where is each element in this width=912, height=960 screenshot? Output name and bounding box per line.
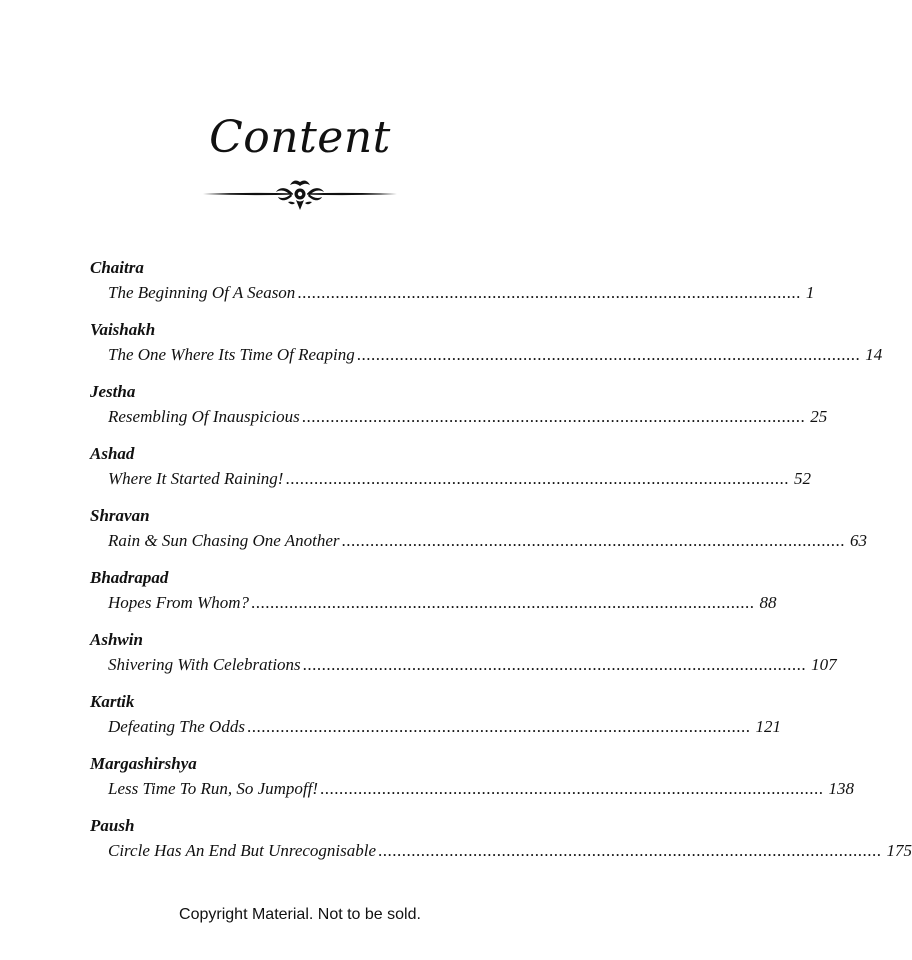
dot-leader: .......................................................................................................... [378,841,882,860]
dot-leader: .......................................................................................................... [320,779,824,798]
chapter-name: Chaitra [90,258,144,277]
toc-entry-ashad [90,442,811,504]
page-number: 138 [828,779,855,798]
chapter-name: Shravan [90,506,150,525]
chapter-title: Rain & Sun Chasing One Another [108,531,340,550]
page-number: 63 [850,531,868,550]
toc-entry-bhadrapad [90,566,777,628]
chapter-name: Jestha [90,382,136,401]
chapter-title: The Beginning Of A Season [108,283,296,302]
chapter-title: Where It Started Raining! [108,469,284,488]
chapter-title: The One Where Its Time Of Reaping [108,345,355,364]
page-number: 107 [811,655,837,674]
chapter-title: Resembling Of Inauspicious [108,407,300,426]
chapter-name: Bhadrapad [90,568,169,587]
copyright-notice: Copyright Material. Not to be sold. [179,906,421,923]
toc-line [108,342,883,368]
dot-leader: .......................................................................................................... [341,531,846,550]
dot-leader: .......................................................................................................... [251,593,755,612]
chapter-title: Hopes From Whom? [108,593,250,612]
toc-entry-ashwin [90,628,837,690]
chapter-name: Ashwin [90,630,143,649]
toc-entry-vaishakh [90,318,883,380]
table-of-contents [90,256,912,876]
page-number: 1 [805,283,815,302]
dot-leader: .......................................................................................................... [302,655,807,674]
toc-entry-shravan [90,504,868,566]
toc-line [108,776,855,802]
page-number: 25 [810,407,828,426]
toc-line [108,466,811,492]
chapter-title: Circle Has An End But Unrecognisable [108,841,377,860]
page-number: 14 [865,345,883,364]
toc-entry-margashirshya [90,752,855,814]
toc-entry-chaitra [90,256,815,318]
toc-entry-jestha [90,380,828,442]
page-number: 175 [886,841,912,860]
chapter-title: Shivering With Celebrations [108,655,301,674]
chapter-name: Ashad [90,444,135,463]
chapter-name: Kartik [90,692,135,711]
page-number: 52 [793,469,811,488]
chapter-title: Less Time To Run, So Jumpoff! [108,779,319,798]
dot-leader: .......................................................................................................... [246,717,751,736]
chapter-name: Paush [90,816,135,835]
toc-entry-kartik [90,690,781,752]
dot-leader: .......................................................................................................... [356,345,861,364]
toc-line [108,528,868,554]
page-title: Content [209,112,391,163]
toc-entry-paush [90,814,912,876]
dot-leader: .......................................................................................................... [301,407,806,426]
toc-line [108,838,912,864]
page-number: 88 [759,593,777,612]
toc-line [108,714,781,740]
decorative-divider-icon [200,176,400,212]
chapter-name: Vaishakh [90,320,156,339]
page-number: 121 [755,717,781,736]
chapter-name: Margashirshya [90,754,197,773]
dot-leader: .......................................................................................................... [285,469,789,488]
toc-line [108,404,828,430]
chapter-title: Defeating The Odds [108,717,245,736]
dot-leader: .......................................................................................................... [297,283,801,302]
toc-line [108,280,815,306]
toc-line [108,652,837,678]
toc-line [108,590,777,616]
